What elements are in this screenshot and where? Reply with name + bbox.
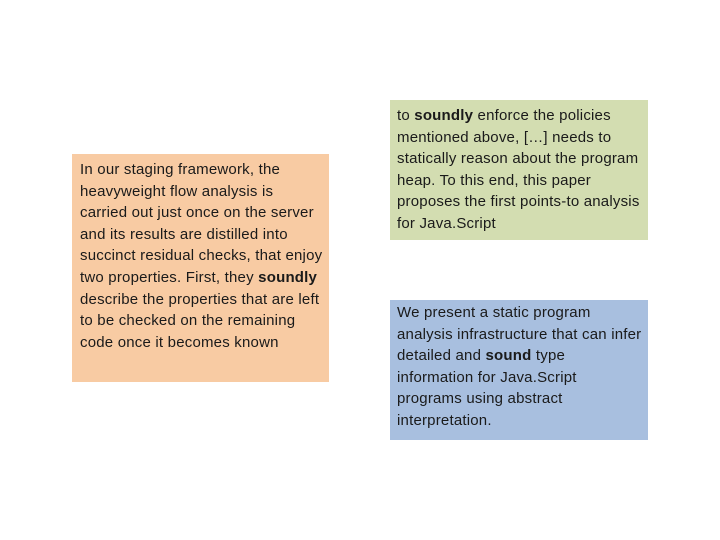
quote-text-type-inference bbox=[397, 302, 642, 432]
emphasis-sound: sound bbox=[485, 347, 532, 365]
quote-box-points-to-analysis bbox=[390, 100, 648, 240]
emphasis-soundly: soundly bbox=[258, 268, 318, 286]
quote-text-segment: type information for Java.Script programs using abstract interpretation. bbox=[397, 347, 577, 429]
quote-box-staging-framework bbox=[72, 154, 329, 382]
quote-text-segment: describe the properties that are left to be checked on the remaining code once it becomes known bbox=[80, 290, 320, 351]
quote-text-segment: We present a static program analysis infrastructure that can infer detailed and bbox=[397, 304, 642, 365]
quote-box-type-inference bbox=[390, 300, 648, 440]
quote-text-points-to bbox=[397, 105, 642, 235]
quote-text-segment: In our staging framework, the heavyweight flow analysis is carried out just once on the server and its results are distilled into succinct residual checks, that enjoy two properties. First, they bbox=[80, 161, 323, 286]
quote-text-segment: enforce the policies mentioned above, […] needs to statically reason about the program heap. To this end, this paper proposes the first points-to analysis for Java.Script bbox=[397, 107, 640, 232]
quote-text-staging bbox=[80, 159, 323, 353]
emphasis-soundly: soundly bbox=[414, 107, 474, 124]
quote-text-segment: to bbox=[397, 107, 415, 124]
